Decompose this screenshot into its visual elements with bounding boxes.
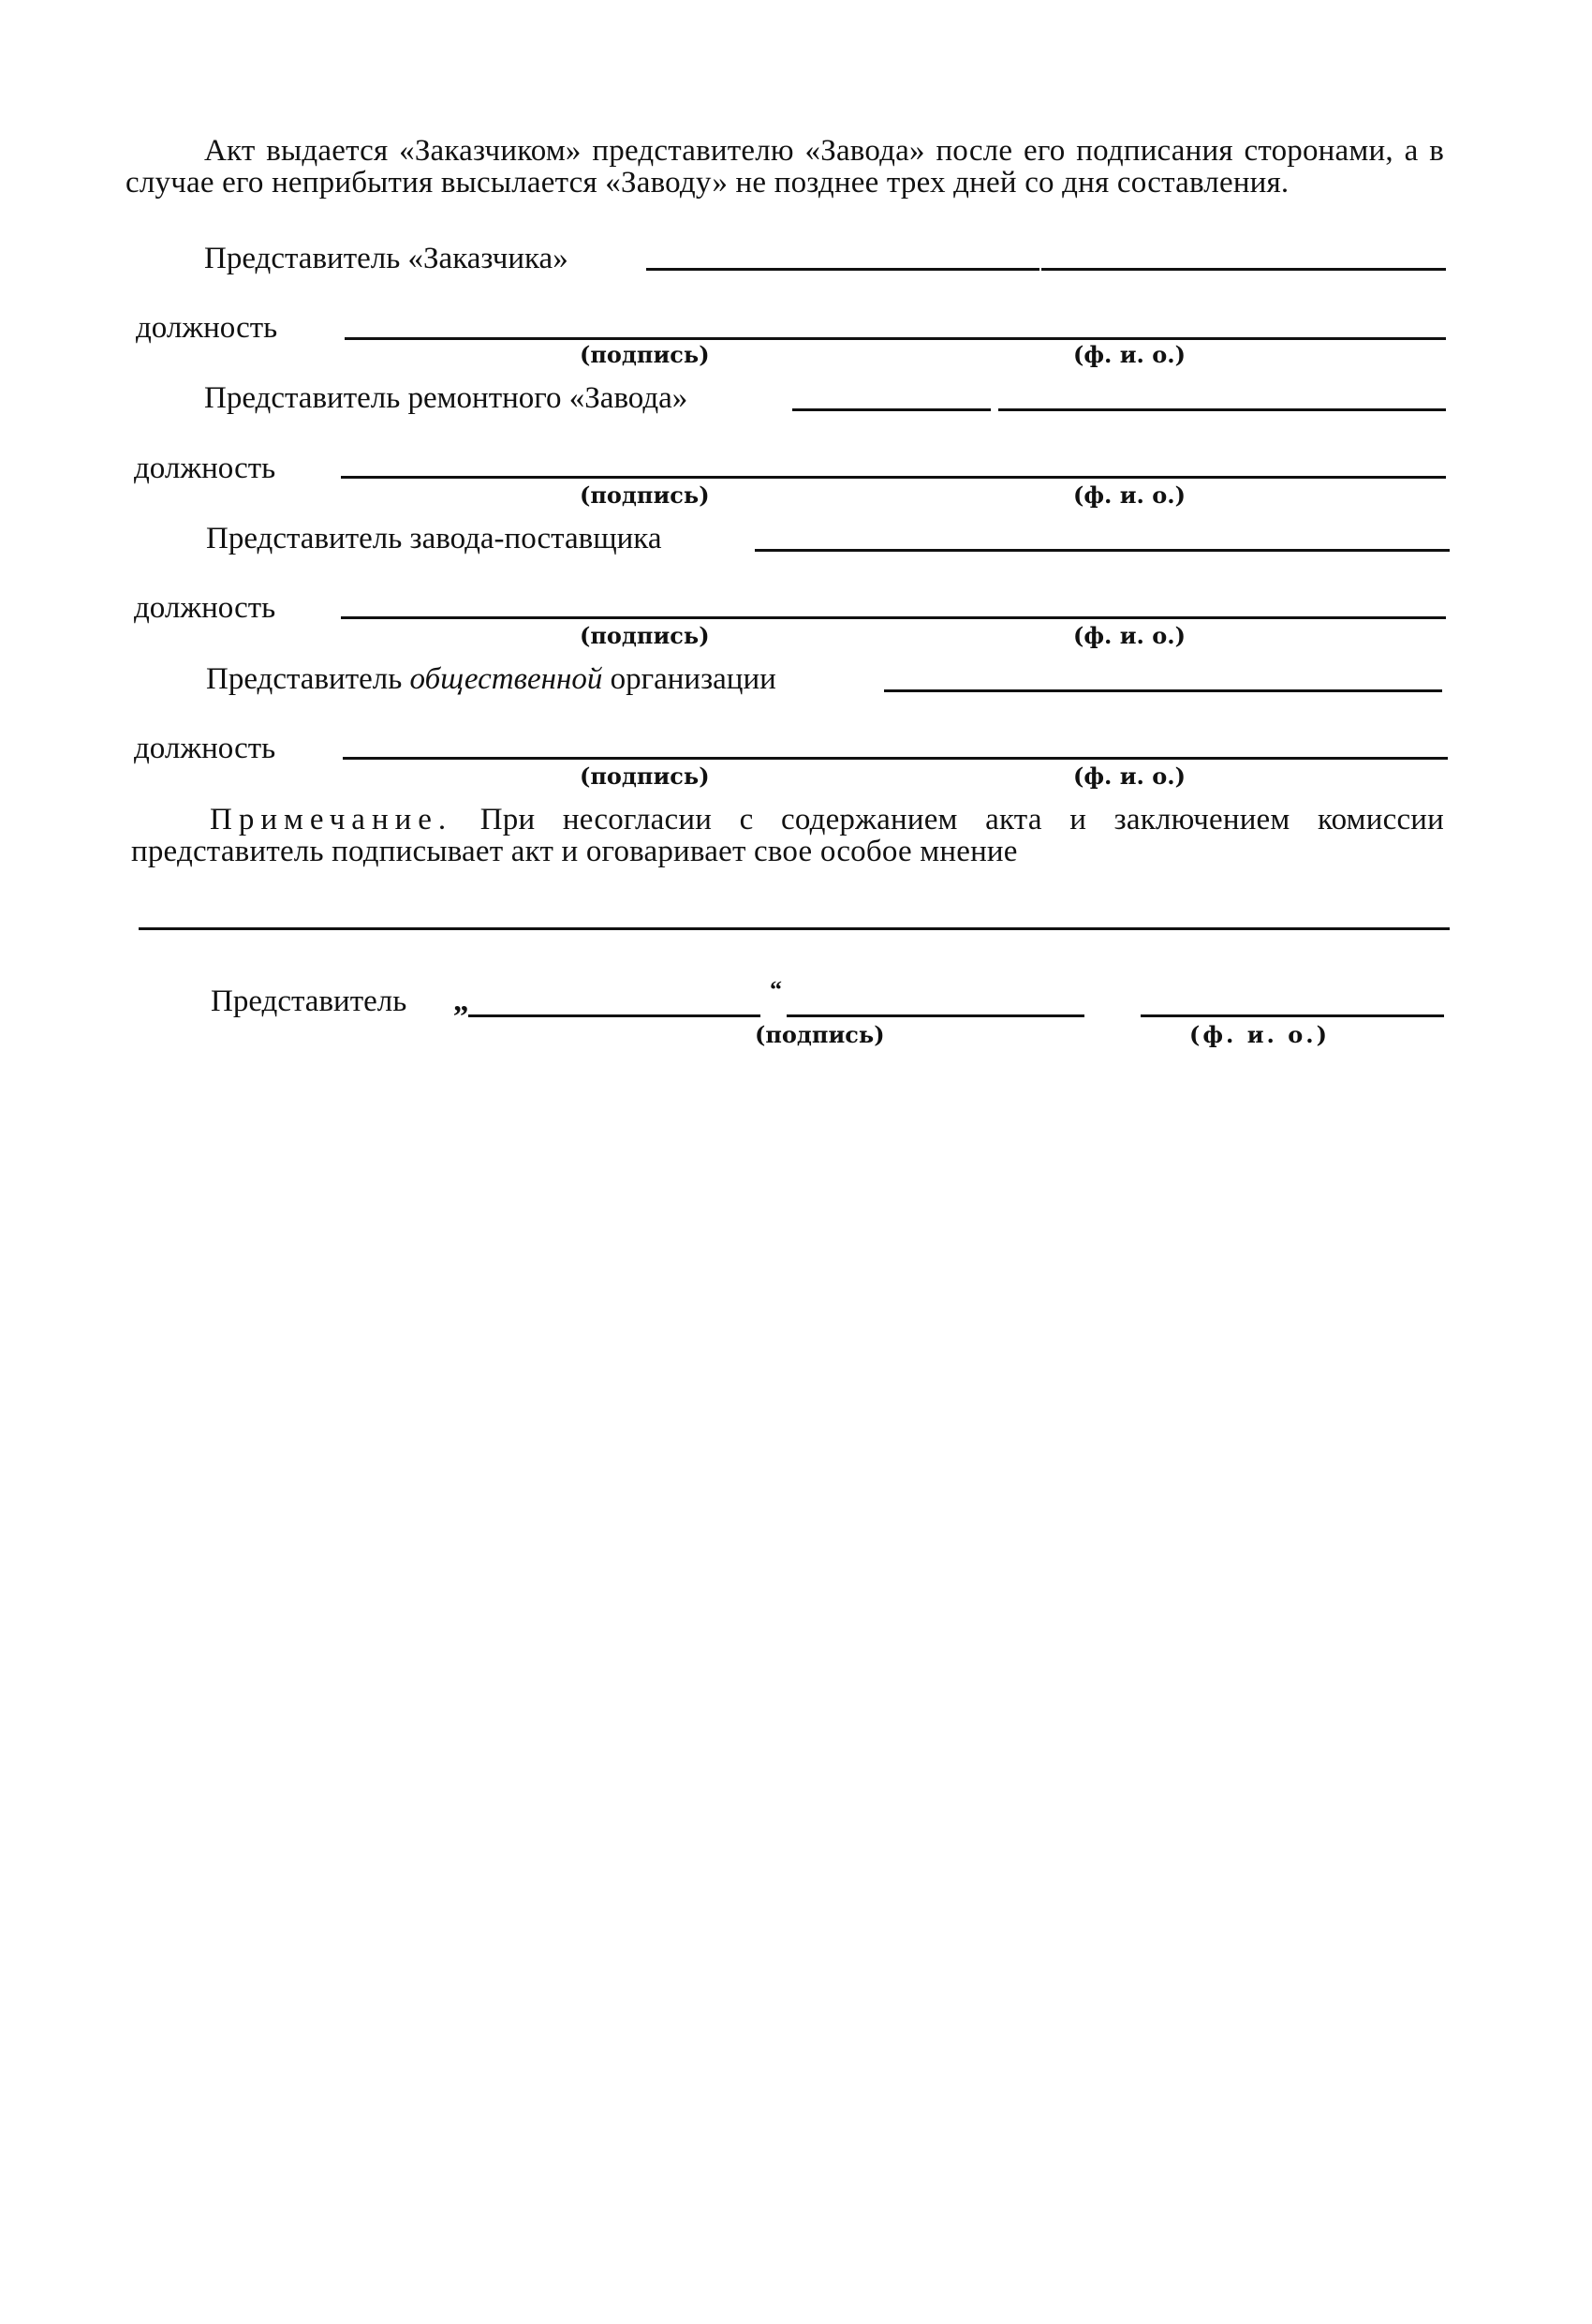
customer-position-label: должность — [136, 311, 278, 345]
repair-plant-position-line — [341, 476, 1446, 479]
public-org-fio-caption: (ф. и. о.) — [1073, 762, 1186, 790]
final-representative-label: Представитель — [211, 984, 407, 1018]
public-org-position-label: должность — [134, 732, 276, 765]
customer-signature-caption: (подпись) — [580, 341, 710, 368]
supplier-signature-line — [755, 549, 1450, 552]
note-heading: Примечание. — [210, 803, 453, 836]
supplier-representative-label: Представитель завода-поставщика — [206, 522, 662, 555]
repair-plant-signature-caption: (подпись) — [580, 481, 710, 509]
supplier-fio-caption: (ф. и. о.) — [1073, 622, 1186, 649]
separator-line — [139, 927, 1450, 930]
repair-plant-position-label: должность — [134, 451, 276, 485]
public-org-signature-caption: (подпись) — [580, 762, 710, 790]
repair-plant-fio-caption: (ф. и. о.) — [1073, 481, 1186, 509]
final-signature-caption: (подпись) — [755, 1021, 885, 1048]
repair-plant-representative-label: Представитель ремонтного «Завода» — [204, 381, 688, 415]
customer-position-line — [345, 337, 1446, 340]
public-org-position-line — [343, 757, 1448, 760]
final-quote-open: „ — [453, 984, 469, 1018]
supplier-signature-caption: (подпись) — [580, 622, 710, 649]
public-org-title-rest: организации — [610, 662, 776, 696]
customer-representative-label: Представитель «Заказчика» — [204, 242, 568, 275]
final-fio-caption: (ф. и. о.) — [1189, 1021, 1330, 1048]
public-organization-representative-label — [206, 663, 776, 695]
final-quote-close: “ — [770, 976, 782, 1003]
supplier-position-label: должность — [134, 591, 276, 625]
final-signature-line — [787, 1014, 1084, 1017]
customer-fio-caption: (ф. и. о.) — [1073, 341, 1186, 368]
repair-plant-signature-line-2 — [998, 408, 1446, 411]
note-paragraph — [131, 804, 1444, 867]
repair-plant-signature-line-1 — [792, 408, 991, 411]
final-fio-line — [1141, 1014, 1444, 1017]
customer-signature-line-2 — [1041, 268, 1446, 271]
public-org-title-plain: Представитель — [206, 662, 403, 696]
customer-signature-line-1 — [646, 268, 1039, 271]
note-text: При несогласии с содержанием акта и заключением комиссии представитель подписывает акт и оговаривает свое особое мнение — [131, 803, 1445, 868]
supplier-position-line — [341, 616, 1446, 619]
public-org-signature-line — [884, 689, 1442, 692]
public-org-title-italic: общественной — [409, 662, 603, 696]
intro-paragraph: Акт выдается «Заказчиком» представителю «Завода» после его подписания сторонами, а в случае его неприбытия высылается «Заводу» не позднее трех дней со дня составления. — [125, 134, 1444, 200]
final-name-line — [468, 1014, 760, 1017]
